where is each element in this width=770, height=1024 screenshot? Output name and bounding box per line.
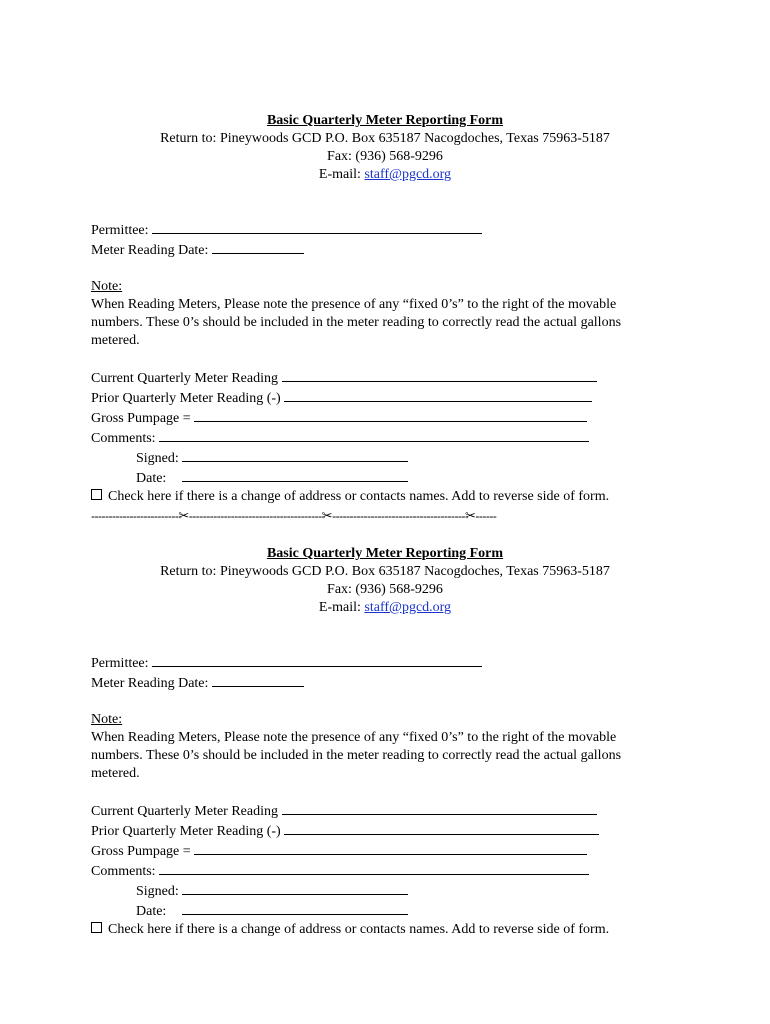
form-title: Basic Quarterly Meter Reporting Form xyxy=(266,546,504,561)
note-label: Note: xyxy=(91,712,123,727)
permittee-field[interactable] xyxy=(152,653,482,667)
email-link[interactable]: staff@pgcd.org xyxy=(364,167,452,182)
meter-reading-date-field[interactable] xyxy=(212,673,304,687)
readings-section xyxy=(91,801,671,939)
signed-field[interactable] xyxy=(182,448,408,462)
note-section xyxy=(91,278,671,350)
gross-pumpage-field[interactable] xyxy=(194,841,587,855)
signed-label: Signed: xyxy=(136,451,179,466)
address-change-label: Check here if there is a change of address or contacts names. Add to reverse side of form. xyxy=(108,922,610,937)
comments-label: Comments: xyxy=(91,864,156,879)
comments-field[interactable] xyxy=(159,861,589,875)
email-label: E-mail: xyxy=(318,167,365,182)
cut-line-dashes: -------------------------------------- xyxy=(332,509,465,523)
signed-date-field[interactable] xyxy=(182,901,408,915)
meter-report-form-top xyxy=(0,112,770,506)
address-change-label: Check here if there is a change of address or contacts names. Add to reverse side of form. xyxy=(108,489,610,504)
cut-line-dashes: -------------------------------------- xyxy=(188,509,322,523)
gross-pumpage-label: Gross Pumpage = xyxy=(91,844,191,859)
note-text: When Reading Meters, Please note the presence of any “fixed 0’s” to the right of the movable numbers. These 0’s should be included in the meter reading to correctly read the actual gallons metered. xyxy=(91,730,622,781)
current-reading-label: Current Quarterly Meter Reading xyxy=(91,371,278,386)
email-line xyxy=(0,599,770,617)
scissors-icon: ✂ xyxy=(178,508,189,523)
cut-line xyxy=(91,508,679,524)
permittee-label: Permittee: xyxy=(91,223,149,238)
comments-label: Comments: xyxy=(91,431,156,446)
note-section xyxy=(91,711,671,783)
meter-reading-date-field[interactable] xyxy=(212,240,304,254)
prior-reading-field[interactable] xyxy=(284,821,599,835)
address-change-checkbox[interactable] xyxy=(91,489,102,500)
current-reading-field[interactable] xyxy=(282,368,597,382)
meter-reading-date-label: Meter Reading Date: xyxy=(91,676,209,691)
scissors-icon: ✂ xyxy=(464,508,476,523)
address-change-checkbox[interactable] xyxy=(91,922,102,933)
signed-date-field[interactable] xyxy=(182,468,408,482)
gross-pumpage-label: Gross Pumpage = xyxy=(91,411,191,426)
signed-field[interactable] xyxy=(182,881,408,895)
current-reading-field[interactable] xyxy=(282,801,597,815)
signed-date-label: Date: xyxy=(136,904,167,919)
address-change-row xyxy=(91,921,671,939)
permittee-field[interactable] xyxy=(152,220,482,234)
cut-line-dashes: ------ xyxy=(475,509,497,523)
return-address: Return to: Pineywoods GCD P.O. Box 635187 Nacogdoches, Texas 75963-5187 xyxy=(160,131,610,146)
email-line xyxy=(0,166,770,184)
cut-line-dashes: ------------------------- xyxy=(91,509,179,523)
email-label: E-mail: xyxy=(318,600,365,615)
permittee-fields xyxy=(91,220,671,260)
prior-reading-label: Prior Quarterly Meter Reading (-) xyxy=(91,824,281,839)
meter-report-form-bottom xyxy=(0,545,770,939)
fax-number: Fax: (936) 568-9296 xyxy=(327,582,443,597)
form-title: Basic Quarterly Meter Reporting Form xyxy=(266,113,504,128)
permittee-fields xyxy=(91,653,671,693)
scissors-icon: ✂ xyxy=(321,508,333,523)
permittee-label: Permittee: xyxy=(91,656,149,671)
signed-date-label: Date: xyxy=(136,471,167,486)
signed-label: Signed: xyxy=(136,884,179,899)
return-address: Return to: Pineywoods GCD P.O. Box 635187 Nacogdoches, Texas 75963-5187 xyxy=(160,564,610,579)
address-change-row xyxy=(91,488,671,506)
form-header xyxy=(0,112,770,184)
readings-section xyxy=(91,368,671,506)
note-label: Note: xyxy=(91,279,123,294)
comments-field[interactable] xyxy=(159,428,589,442)
current-reading-label: Current Quarterly Meter Reading xyxy=(91,804,278,819)
meter-reading-date-label: Meter Reading Date: xyxy=(91,243,209,258)
gross-pumpage-field[interactable] xyxy=(194,408,587,422)
form-header xyxy=(0,545,770,617)
prior-reading-label: Prior Quarterly Meter Reading (-) xyxy=(91,391,281,406)
email-link[interactable]: staff@pgcd.org xyxy=(364,600,452,615)
fax-number: Fax: (936) 568-9296 xyxy=(327,149,443,164)
prior-reading-field[interactable] xyxy=(284,388,592,402)
note-text: When Reading Meters, Please note the presence of any “fixed 0’s” to the right of the movable numbers. These 0’s should be included in the meter reading to correctly read the actual gallons metered. xyxy=(91,297,622,348)
